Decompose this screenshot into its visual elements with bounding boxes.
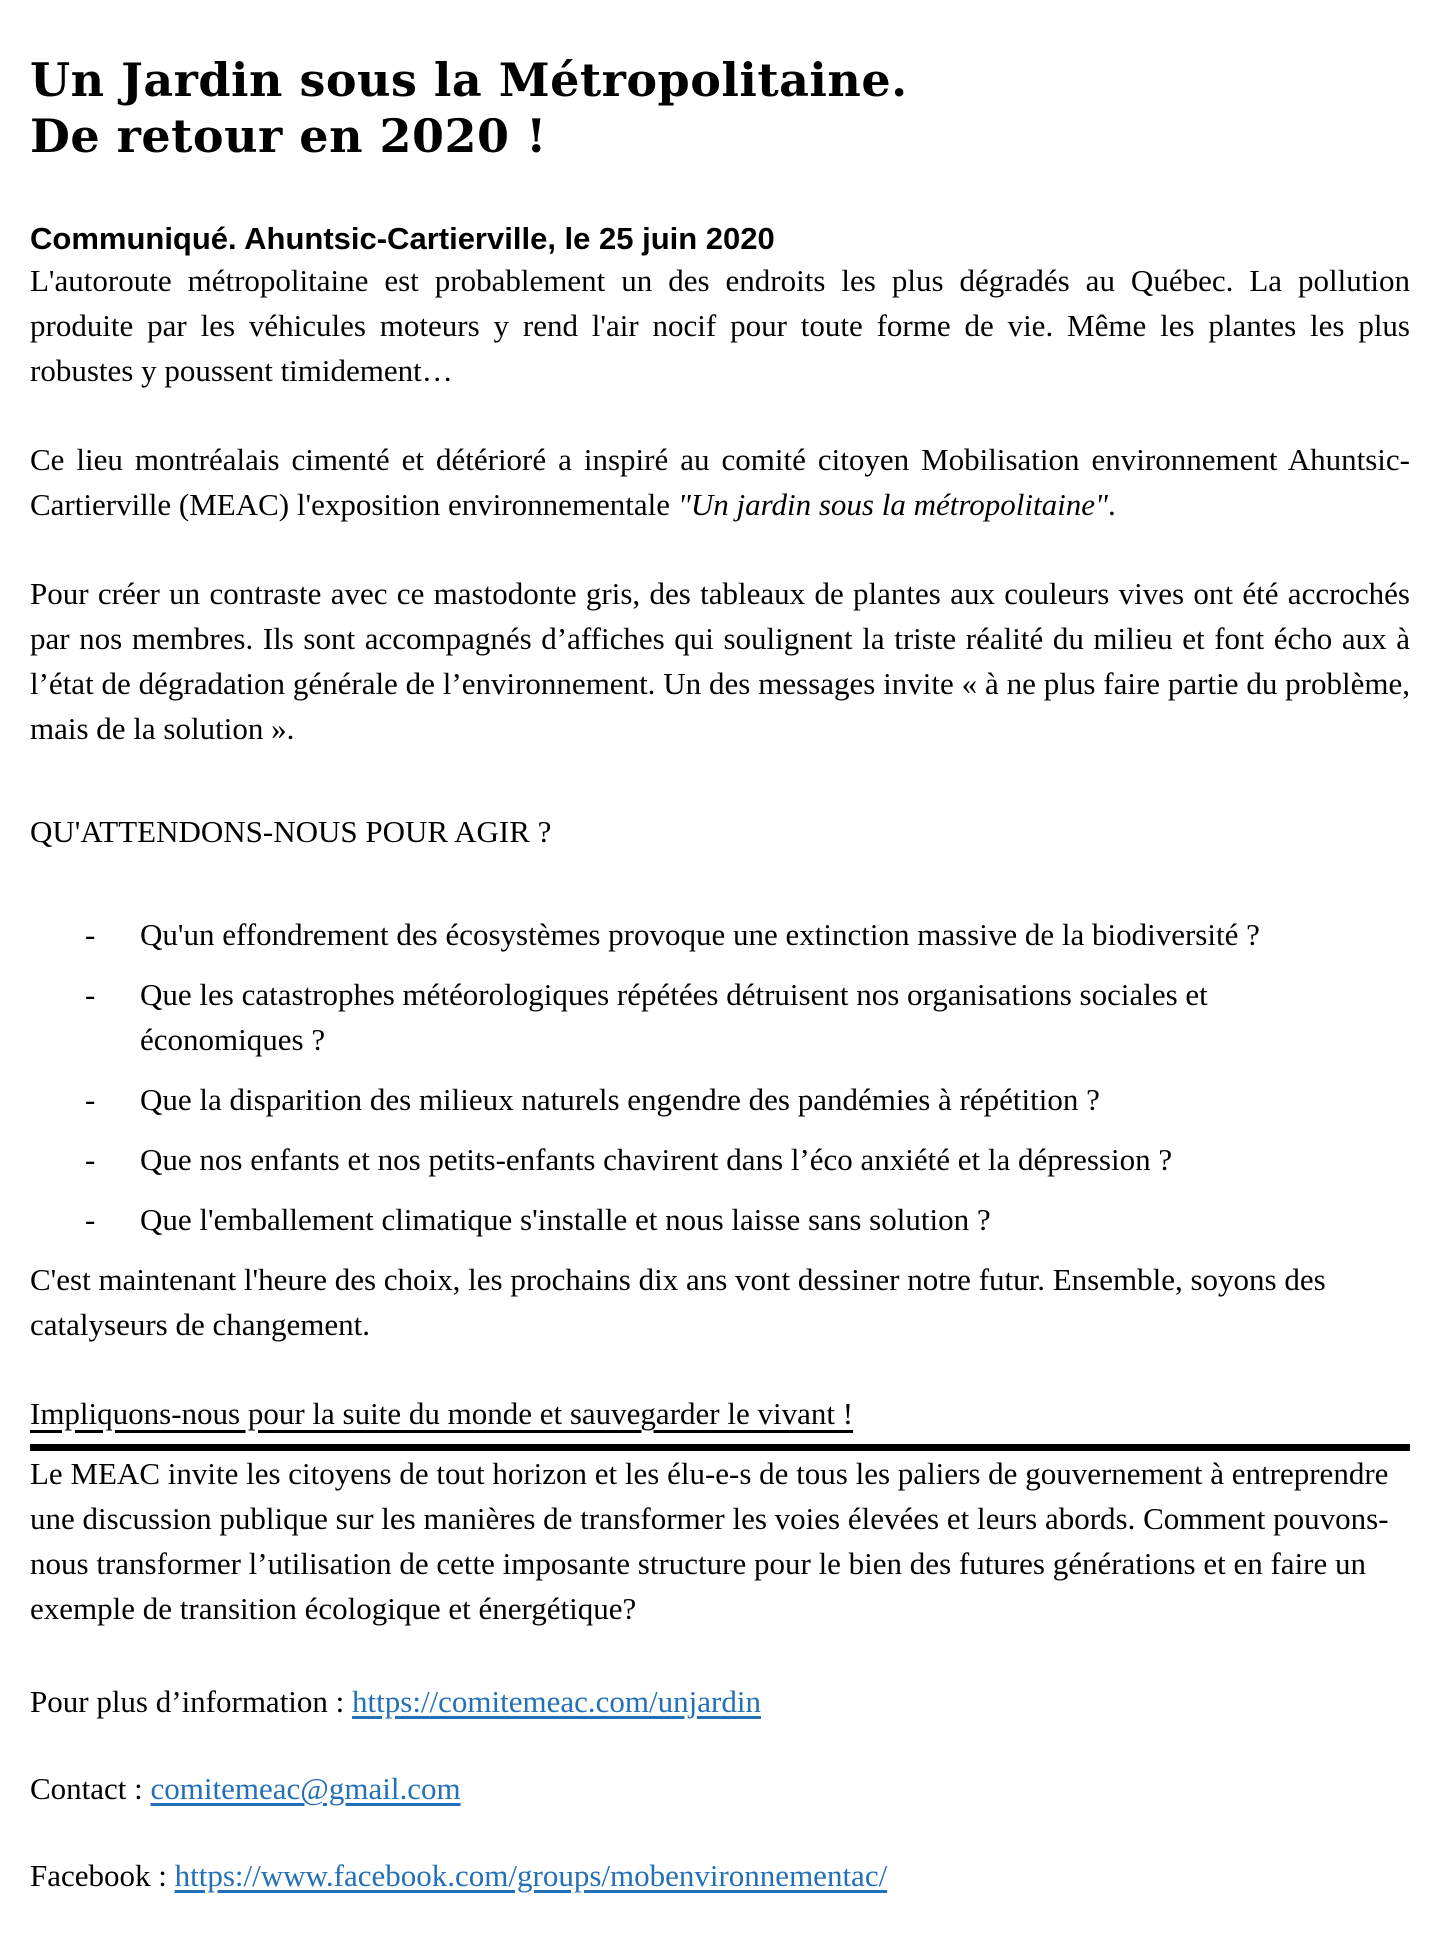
contact-label: Contact : <box>30 1771 151 1806</box>
questions-list <box>30 912 1410 1242</box>
facebook-label: Facebook : <box>30 1858 175 1893</box>
communique-dateline: Communiqué. Ahuntsic-Cartierville, le 25 juin 2020 <box>30 221 775 256</box>
list-item <box>30 912 1410 957</box>
paragraph-autoroute: L'autoroute métropolitaine est probablement un des endroits les plus dégradés au Québec. La pollution produite par les véhicules moteurs y rend l'air nocif pour toute forme de vie. Même les plantes les plus robustes y poussent timidement… <box>30 263 1410 388</box>
info-link[interactable]: https://comitemeac.com/unjardin <box>352 1684 761 1719</box>
list-item-text: Qu'un effondrement des écosystèmes provoque une extinction massive de la biodiversité ? <box>140 917 1260 952</box>
facebook-line <box>30 1853 1410 1898</box>
list-item-text: Que la disparition des milieux naturels engendre des pandémies à répétition ? <box>140 1082 1100 1117</box>
paragraph-exposition-tail: . <box>1108 487 1116 522</box>
exposition-title-italic: "Un jardin sous la métropolitaine" <box>677 487 1108 522</box>
email-link[interactable]: comitemeac@gmail.com <box>150 1771 461 1806</box>
document-body <box>30 258 1410 1898</box>
title-line-2: De retour en 2020 ! <box>30 109 547 163</box>
info-line <box>30 1679 1410 1724</box>
paragraph-exposition <box>30 437 1410 527</box>
horizontal-rule <box>30 1444 1410 1451</box>
list-item <box>30 1137 1410 1182</box>
list-item <box>30 1077 1410 1122</box>
dash-bullet: - <box>85 1202 96 1237</box>
paragraph-heure-des-choix: C'est maintenant l'heure des choix, les prochains dix ans vont dessiner notre futur. Ensemble, soyons des catalyseurs de changement. <box>30 1262 1326 1342</box>
callout-impliquons-nous: Impliquons-nous pour la suite du monde et sauvegarder le vivant ! <box>30 1396 854 1431</box>
list-item <box>30 972 1410 1062</box>
section-heading-agir: QU'ATTENDONS-NOUS POUR AGIR ? <box>30 814 552 849</box>
paragraph-contraste: Pour créer un contraste avec ce mastodonte gris, des tableaux de plantes aux couleurs vives ont été accrochés par nos membres. Ils sont accompagnés d’affiches qui soulignent la triste réalité du milieu et font écho aux à l’état de dégradation générale de l’environnement. Un des messages invite « à ne plus faire partie du problème, mais de la solution ». <box>30 576 1410 746</box>
paragraph-meac-invite: Le MEAC invite les citoyens de tout horizon et les élu-e-s de tous les paliers de gouvernement à entreprendre une discussion publique sur les manières de transformer les voies élevées et leurs abords. Comment pouvons-nous transformer l’utilisation de cette imposante structure pour le bien des futures générations et en faire un exemple de transition écologique et énergétique? <box>30 1456 1389 1626</box>
paragraph-exposition-lead: Ce lieu montréalais cimenté et détérioré a inspiré au comité citoyen Mobilisation environnement Ahuntsic-Cartierville (MEAC) l'exposition environnementale <box>30 442 1410 522</box>
list-item-text: Que les catastrophes météorologiques répétées détruisent nos organisations sociales et économiques ? <box>140 977 1208 1057</box>
dash-bullet: - <box>85 917 96 952</box>
contact-line <box>30 1766 1410 1811</box>
list-item-text: Que nos enfants et nos petits-enfants chavirent dans l’éco anxiété et la dépression ? <box>140 1142 1173 1177</box>
dash-bullet: - <box>85 1082 96 1117</box>
list-item <box>30 1197 1410 1242</box>
dash-bullet: - <box>85 1142 96 1177</box>
info-label: Pour plus d’information : <box>30 1684 353 1719</box>
page-title <box>30 52 1410 164</box>
facebook-link[interactable]: https://www.facebook.com/groups/mobenvironnementac/ <box>174 1858 888 1893</box>
list-item-text: Que l'emballement climatique s'installe et nous laisse sans solution ? <box>140 1202 991 1237</box>
dash-bullet: - <box>85 977 96 1012</box>
title-line-1: Un Jardin sous la Métropolitaine. <box>30 53 908 107</box>
